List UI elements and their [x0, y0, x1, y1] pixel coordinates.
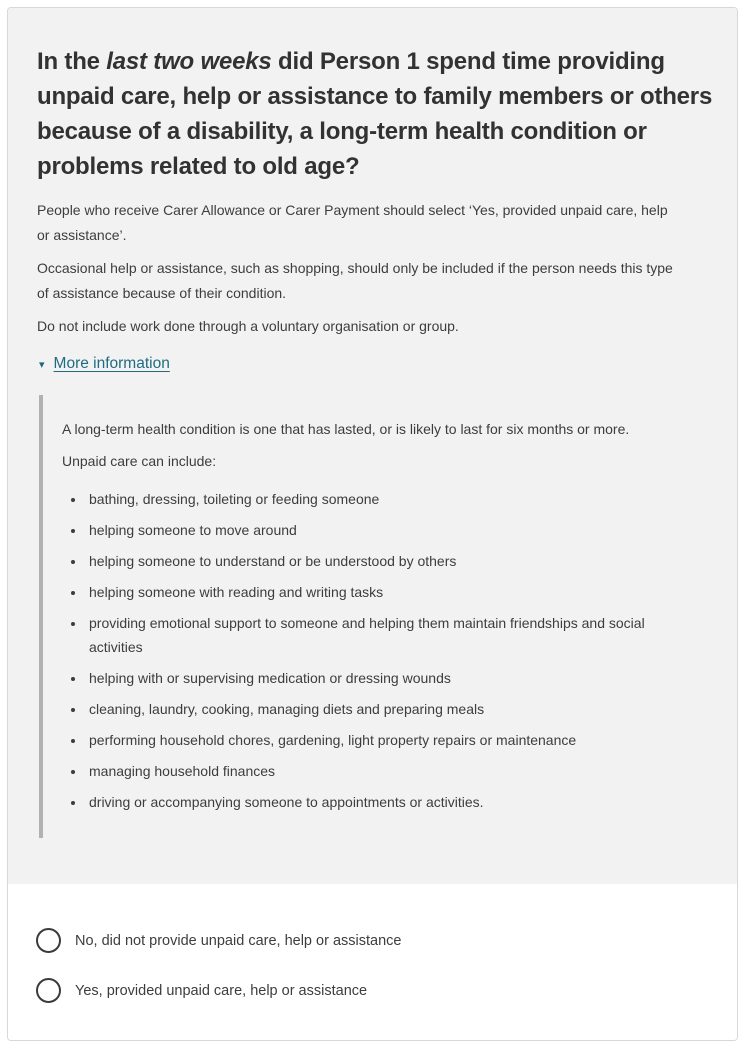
question-title-pre: In the — [37, 48, 107, 75]
radio-button-icon[interactable] — [36, 978, 61, 1003]
radio-option-no[interactable] — [36, 928, 709, 953]
answer-section — [8, 884, 737, 1040]
unpaid-care-examples-list — [62, 487, 662, 814]
list-item: • helping someone to understand or be understood by others — [86, 549, 662, 573]
list-item: • performing household chores, gardening, light property repairs or maintenance — [86, 728, 662, 752]
list-item: • bathing, dressing, toileting or feeding someone — [86, 487, 662, 511]
radio-option-yes[interactable] — [36, 978, 709, 1003]
question-title — [37, 44, 713, 184]
question-title-post: did Person 1 spend time providing unpaid care, help or assistance to family members or others because of a disability, a long-term health condition or problems related to old age? — [37, 48, 713, 180]
question-section — [8, 8, 737, 884]
guidance-paragraph-carer-payment: People who receive Carer Allowance or Carer Payment should select ‘Yes, provided unpaid care, help or assistance’. — [37, 202, 668, 243]
more-information-panel — [39, 395, 713, 838]
radio-option-label: Yes, provided unpaid care, help or assistance — [75, 982, 368, 999]
question-card — [7, 7, 738, 1041]
question-title-emphasis: last two weeks — [106, 48, 272, 75]
radio-option-label: No, did not provide unpaid care, help or assistance — [75, 932, 402, 949]
list-item: • helping with or supervising medication or dressing wounds — [86, 666, 662, 690]
info-paragraph-long-term-condition: A long-term health condition is one that has lasted, or is likely to last for six months or more. — [62, 421, 630, 437]
more-information-link[interactable]: More information — [53, 355, 170, 372]
list-item: • managing household finances — [86, 759, 662, 783]
list-item: • cleaning, laundry, cooking, managing diets and preparing meals — [86, 697, 662, 721]
list-item: • helping someone to move around — [86, 518, 662, 542]
radio-button-icon[interactable] — [36, 928, 61, 953]
info-paragraph-unpaid-care-intro: Unpaid care can include: — [62, 453, 217, 469]
list-item: • driving or accompanying someone to appointments or activities. — [86, 790, 662, 814]
chevron-down-icon: ▾ — [39, 358, 45, 371]
list-item: • providing emotional support to someone and helping them maintain friendships and social activities — [86, 611, 662, 659]
list-item: • helping someone with reading and writing tasks — [86, 580, 662, 604]
guidance-paragraph-voluntary-work: Do not include work done through a voluntary organisation or group. — [37, 318, 459, 334]
more-information-toggle[interactable] — [39, 355, 713, 373]
guidance-paragraph-occasional-help: Occasional help or assistance, such as shopping, should only be included if the person needs this type of assistance because of their condition. — [37, 260, 673, 301]
